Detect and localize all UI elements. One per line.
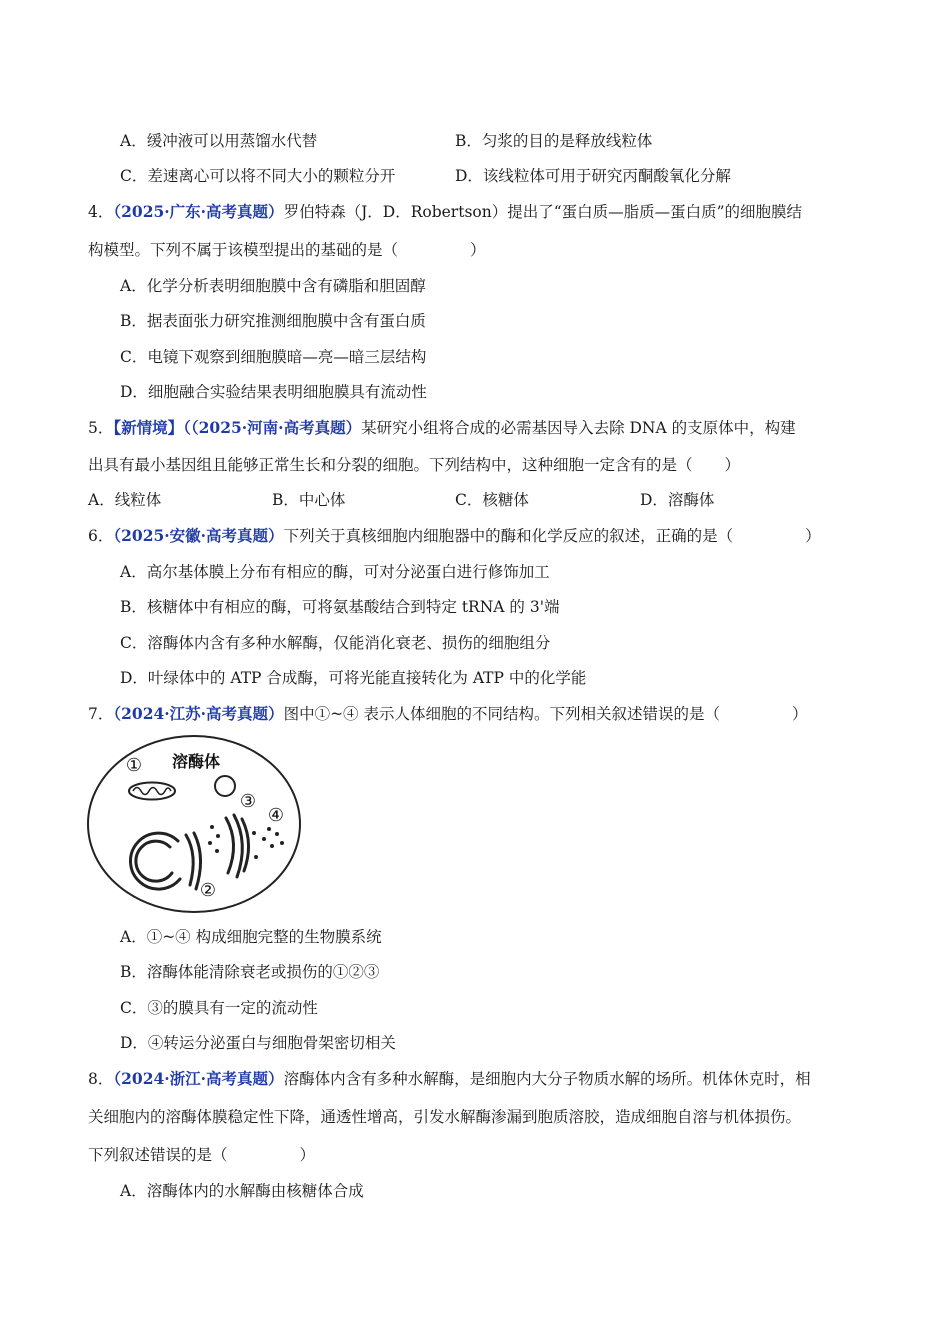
q6-option-b: B．核糖体中有相应的酶，可将氨基酸结合到特定 tRNA 的 3'端 (120, 598, 560, 616)
q3-option-c: C．差速离心可以将不同大小的颗粒分开 (120, 167, 396, 185)
q7-stem-line1 (88, 704, 808, 724)
vesicle-dots-4 (262, 827, 284, 848)
q4-option-d: D．细胞融合实验结果表明细胞膜具有流动性 (120, 383, 427, 401)
q8-stem-line3 (88, 1145, 315, 1165)
q6-option-d: D．叶绿体中的 ATP 合成酶，可将光能直接转化为 ATP 中的化学能 (120, 669, 587, 687)
q7-option-d: D．④转运分泌蛋白与细胞骨架密切相关 (120, 1034, 396, 1052)
q8-option-a: A．溶酶体内的水解酶由核糖体合成 (120, 1182, 364, 1200)
q3-option-b: B．匀浆的目的是释放线粒体 (455, 132, 653, 150)
q6-number: 6． (88, 527, 114, 545)
q5-option-d: D．溶酶体 (640, 491, 715, 509)
q5-source: （（2025·河南·高考真题） (183, 418, 362, 437)
q4-number: 4． (88, 203, 114, 221)
marker-3: ③ (239, 791, 257, 812)
golgi-apparatus (226, 815, 249, 877)
q8-stem-text3: 下列叙述错误的是（ (88, 1146, 228, 1164)
q8-stem-text1: 溶酶体内含有多种水解酶，是细胞内大分子物质水解的场所。机体休克时，相 (283, 1070, 811, 1088)
q4-option-a: A．化学分析表明细胞膜中含有磷脂和胆固醇 (120, 277, 426, 295)
cell-structure-figure (86, 733, 302, 915)
q5-stem-text1: 某研究小组将合成的必需基因导入去除 DNA 的支原体中，构建 (361, 419, 796, 437)
q4-stem-line1 (88, 202, 802, 222)
marker-1: ① (125, 755, 143, 776)
q5-tag: 【新情境】 (113, 418, 184, 437)
q4-option-c: C．电镜下观察到细胞膜暗—亮—暗三层结构 (120, 348, 427, 366)
q5-close-paren: ） (724, 456, 741, 474)
q8-stem-line2: 关细胞内的溶酶体膜稳定性下降，通透性增高，引发水解酶渗漏到胞质溶胶，造成细胞自溶与机体损伤。 (88, 1108, 802, 1126)
marker-2: ② (199, 880, 217, 901)
q7-stem-text1: 图中①~④ 表示人体细胞的不同结构。下列相关叙述错误的是（ (283, 705, 720, 723)
q8-stem-line1 (88, 1069, 811, 1089)
q5-option-c: C．核糖体 (455, 491, 529, 509)
q4-close-paren: ） (470, 241, 486, 259)
q8-close-paren: ） (299, 1146, 316, 1164)
q3-option-d: D．该线粒体可用于研究丙酮酸氧化分解 (455, 167, 731, 185)
q6-option-c: C．溶酶体内含有多种水解酶，仅能消化衰老、损伤的细胞组分 (120, 634, 551, 652)
q8-source: （2024·浙江·高考真题） (113, 1069, 284, 1088)
q6-stem-line1 (88, 526, 821, 546)
q8-number: 8． (88, 1070, 114, 1088)
q7-option-c: C．③的膜具有一定的流动性 (120, 999, 318, 1017)
q4-stem-line2 (88, 240, 486, 260)
q6-source: （2025·安徽·高考真题） (113, 526, 284, 545)
q5-stem-line1 (88, 418, 796, 438)
q4-source: （2025·广东·高考真题） (113, 202, 284, 221)
mitochondrion-shape (129, 783, 175, 800)
q5-option-b: B．中心体 (272, 491, 346, 509)
q4-stem-text2: 构模型。下列不属于该模型提出的基础的是（ (88, 241, 399, 259)
q5-number: 5． (88, 419, 114, 437)
q5-stem-line2 (88, 455, 740, 475)
q6-option-a: A．高尔基体膜上分布有相应的酶，可对分泌蛋白进行修饰加工 (120, 563, 550, 581)
lysosome-shape (215, 776, 235, 796)
q7-number: 7． (88, 705, 114, 723)
q4-option-b: B．据表面张力研究推测细胞膜中含有蛋白质 (120, 312, 426, 330)
q5-option-a: A．线粒体 (88, 491, 162, 509)
marker-4: ④ (267, 805, 285, 826)
q3-option-a: A．缓冲液可以用蒸馏水代替 (120, 132, 318, 150)
endoplasmic-reticulum-nucleus (130, 833, 200, 889)
label-lysosome: 溶酶体 (171, 752, 221, 771)
q7-option-b: B．溶酶体能清除衰老或损伤的①②③ (120, 963, 380, 981)
q7-close-paren: ） (791, 705, 808, 723)
q7-option-a: A．①~④ 构成细胞完整的生物膜系统 (120, 928, 382, 946)
q7-source: （2024·江苏·高考真题） (113, 704, 284, 723)
mitochondrion-cristae (133, 788, 171, 795)
q6-close-paren: ） (805, 527, 821, 545)
q5-stem-text2: 出具有最小基因组且能够正常生长和分裂的细胞。下列结构中，这种细胞一定含有的是（ (88, 456, 693, 474)
q4-stem-text1: 罗伯特森（J．D．Robertson）提出了“蛋白质—脂质—蛋白质”的细胞膜结 (283, 203, 803, 221)
q6-stem-text1: 下列关于真核细胞内细胞器中的酶和化学反应的叙述，正确的是（ (283, 527, 734, 545)
